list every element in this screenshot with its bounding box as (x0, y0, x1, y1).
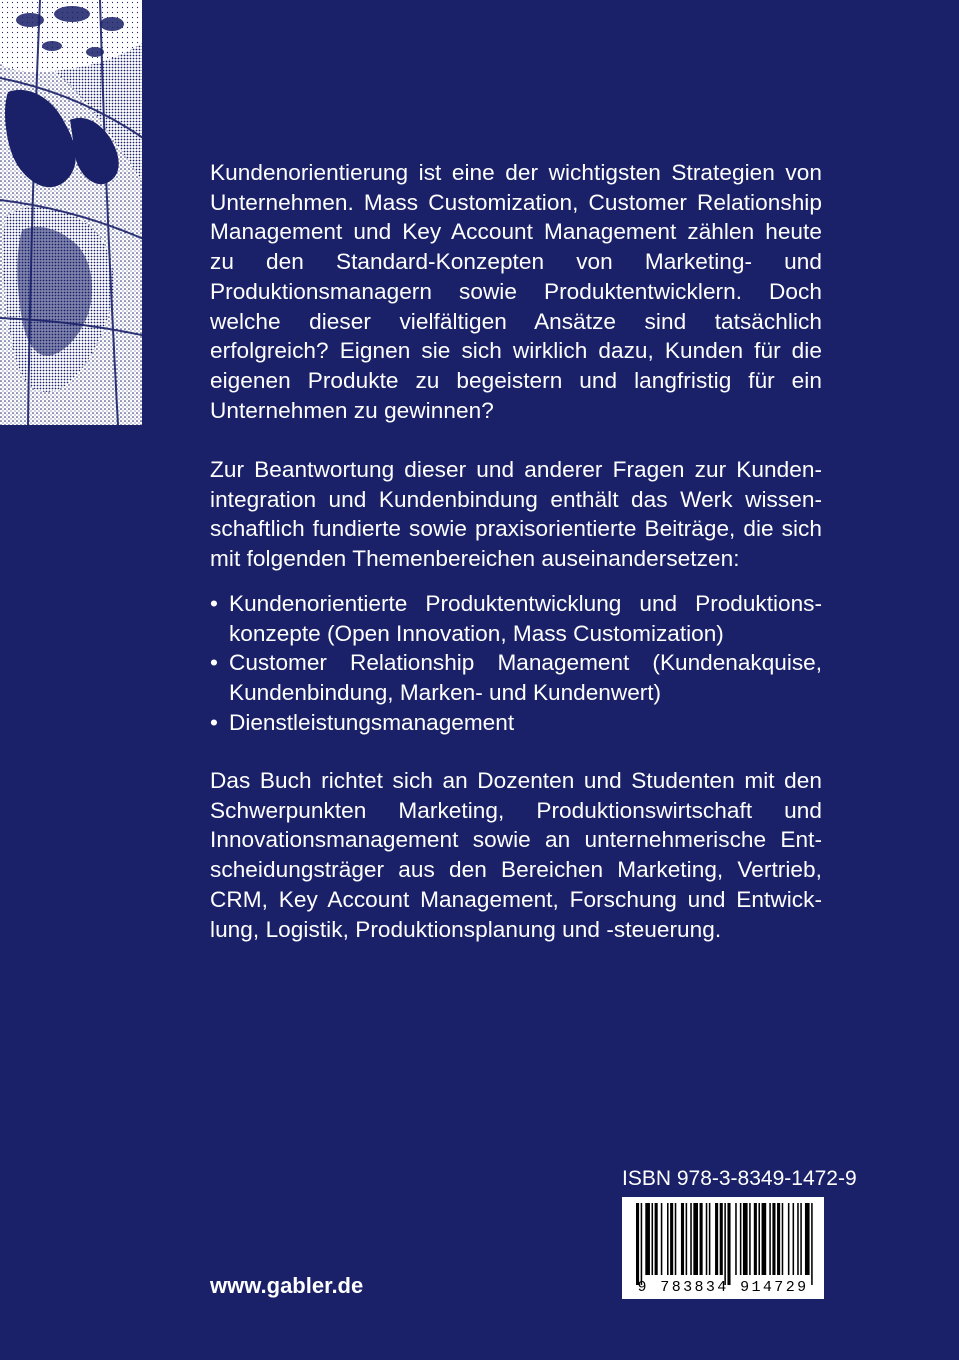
audience-paragraph: Das Buch richtet sich an Dozenten und Studenten mit den Schwerpunkten Marketing, Produktionswirtschaft und Innovationsmanagement sowie an unternehmerische Entscheidungsträger aus den Bereichen Marketing, Vertrieb, CRM, Key Account Management, Forschung und Entwicklung, Logistik, Produktionsplanung und -steuerung. (210, 768, 822, 942)
barcode-bar (749, 1203, 751, 1275)
barcode-bar (769, 1203, 771, 1275)
barcode-bar (800, 1203, 802, 1275)
barcode-bar (727, 1203, 730, 1285)
barcode-bar (690, 1203, 692, 1275)
barcode-bar (667, 1203, 669, 1275)
barcode-bar (681, 1203, 684, 1275)
barcode-bar (793, 1203, 795, 1275)
barcode-bar (740, 1203, 742, 1275)
barcode-bar (777, 1203, 780, 1275)
barcode-bar (758, 1203, 760, 1275)
barcode-bar (811, 1203, 813, 1285)
barcode-bar (641, 1203, 643, 1285)
barcode-digits: 9 783834 914729 (637, 1279, 809, 1296)
barcode-bar (645, 1203, 650, 1275)
barcode-bar (762, 1203, 767, 1275)
barcode-bar (735, 1203, 737, 1275)
barcode-bar (743, 1203, 748, 1275)
topics-list (210, 589, 822, 738)
barcode-bar (772, 1203, 775, 1275)
barcode-bar (652, 1203, 654, 1275)
barcode-bar (686, 1203, 688, 1275)
barcode-bar (636, 1203, 639, 1285)
barcode-bar (805, 1203, 810, 1275)
globe-icon (0, 0, 146, 425)
barcode-bar (709, 1203, 711, 1275)
topics-intro-paragraph: Zur Beantwortung dieser und anderer Fragen zur Kundenintegration und Kundenbindung enthält das Werk wissenschaftlich fundierte sowie praxisorientierte Beiträge, die sich mit folgenden Themenbereichen auseinandersetzen: (210, 457, 822, 572)
barcode-bar (797, 1203, 799, 1275)
list-item: • Customer Relationship Management (Kundenakquise, Kundenbindung, Marken- und Kundenwert) (210, 648, 822, 707)
barcode-bar (655, 1203, 658, 1275)
barcode-bar (782, 1203, 784, 1275)
globe-image (0, 0, 146, 425)
barcode (622, 1197, 824, 1299)
barcode-bar (724, 1203, 726, 1285)
intro-paragraph: Kundenorientierung ist eine der wichtigsten Strategien von Unternehmen. Mass Customization, Customer Relationship Management und Key Account Management zählen heute zu den Standard-Konzepten von Marketing- und Produktionsmanagern sowie Produktentwicklern. Doch welche dieser vielfältigen Ansätze sind tatsächlich erfolgreich? Eignen sie sich wirklich dazu, Kunden für die eigenen Produkte zu begeistern und langfristig für ein Unternehmen zu gewinnen? (210, 160, 822, 423)
barcode-bar (715, 1203, 718, 1275)
list-item: • Kundenorientierte Produktentwicklung und Produktionskonzepte (Open Innovation, Mass Customization) (210, 589, 822, 648)
barcode-bar (754, 1203, 757, 1275)
list-item: • Dienstleistungsmanagement (210, 708, 822, 738)
barcode-bar (670, 1203, 673, 1275)
barcode-bar (661, 1203, 663, 1275)
isbn-label: ISBN 978-3-8349-1472-9 (622, 1167, 857, 1190)
barcode-bar (788, 1203, 790, 1275)
barcode-bar (693, 1203, 698, 1275)
barcode-bar (675, 1203, 677, 1275)
barcode-bar (720, 1203, 723, 1275)
barcode-bar (706, 1203, 708, 1275)
barcode-bar (700, 1203, 703, 1275)
website-link[interactable]: www.gabler.de (210, 1273, 364, 1298)
